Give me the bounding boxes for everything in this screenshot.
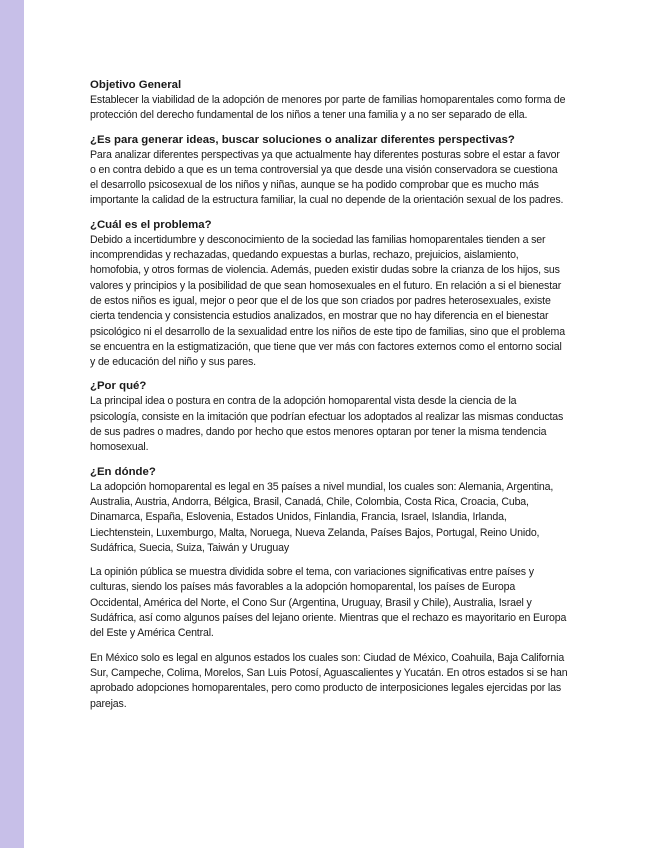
- section-heading: ¿En dónde?: [90, 465, 156, 478]
- section-paragraph: Para analizar diferentes perspectivas ya que actualmente hay diferentes posturas sobre el estar a favor o en contra debido a que es un tema controversial ya que desde una visión conservadora se cuestiona el desarrollo psicosexual de los niños y niñas, aunque se ha podido comprobar que es mucho más importante la calidad de la estructura familiar, la cual no depende de la orientación sexual de los padres.: [90, 148, 564, 207]
- section-objetivo-general: [90, 78, 568, 124]
- section-en-donde: [90, 465, 568, 712]
- section-perspectivas: [90, 133, 568, 209]
- section-paragraph: La principal idea o postura en contra de la adopción homoparental vista desde la ciencia de la psicología, consiste en la imitación que podrían efectuar los adoptados al realizar las mismas conductas de sus padres o madres, dando por hecho que estos menores optaran por tener la misma tendencia homosexual.: [90, 395, 564, 454]
- section-heading: ¿Por qué?: [90, 380, 147, 393]
- section-heading: ¿Cuál es el problema?: [90, 218, 212, 231]
- section-paragraph: En México solo es legal en algunos estados los cuales son: Ciudad de México, Coahuila, Baja California Sur, Campeche, Colima, Morelos, San Luis Potosí, Aguascalientes y Yucatán. En otros estados si se han aprobado adopciones homoparentales, pero como producto de interposiciones legales ejercidas por las parejas.: [90, 651, 568, 710]
- section-por-que: [90, 379, 568, 455]
- section-heading: ¿Es para generar ideas, buscar soluciones o analizar diferentes perspectivas?: [90, 133, 515, 146]
- section-problema: [90, 218, 568, 371]
- section-paragraph: La opinión pública se muestra dividida sobre el tema, con variaciones significativas entre países y culturas, siendo los países más favorables a la adopción homoparental, los países de Europa Occidental, América del Norte, el Cono Sur (Argentina, Uruguay, Brasil y Chile), Australia, Israel y Sudáfrica, así como algunos países del lejano oriente. Mientras que el rechazo es mayoritario en Europa del Este y América Central.: [90, 566, 567, 640]
- left-color-bar: [0, 0, 24, 848]
- section-heading: Objetivo General: [90, 79, 182, 91]
- section-paragraph: Establecer la viabilidad de la adopción de menores por parte de familias homoparentales como forma de protección del derecho fundamental de los niños a tener una familia y a no ser separado de ella.: [90, 94, 566, 122]
- section-paragraph: Debido a incertidumbre y desconocimiento de la sociedad las familias homoparentales tienden a ser incomprendidas y rechazadas, quedando expuestas a burlas, rechazo, prejuicios, aislamiento, homofobia, y otros formas de violencia. Además, pueden existir dudas sobre la crianza de los hijos, sus valores y principios y la posibilidad de que sean homosexuales en el futuro. En relación a si el bienestar de estos niños es igual, mejor o peor que el de los que son criados por padres heterosexuales, existe cierta tendencia y consistencia estudios analizados, en mostrar que no hay diferencia en el bienestar psicológico ni el desarrollo de la sexualidad entre los niños de este tipo de familias, sino que el problema se encuentra en la estigmatización, que tiene que ver más con factores externos como el entorno social y de educación del niño y sus pares.: [90, 233, 565, 369]
- document-body: [90, 78, 568, 721]
- section-paragraph: La adopción homoparental es legal en 35 países a nivel mundial, los cuales son: Alemania, Argentina, Australia, Austria, Andorra, Bélgica, Brasil, Canadá, Chile, Colombia, Costa Rica, Croacia, Cuba, Dinamarca, España, Eslovenia, Estados Unidos, Finlandia, Francia, Israel, Islandia, Irlanda, Liechtenstein, Luxemburgo, Malta, Noruega, Nueva Zelanda, Países Bajos, Portugal, Reino Unido, Sudáfrica, Suecia, Suiza, Taiwán y Uruguay: [90, 480, 554, 554]
